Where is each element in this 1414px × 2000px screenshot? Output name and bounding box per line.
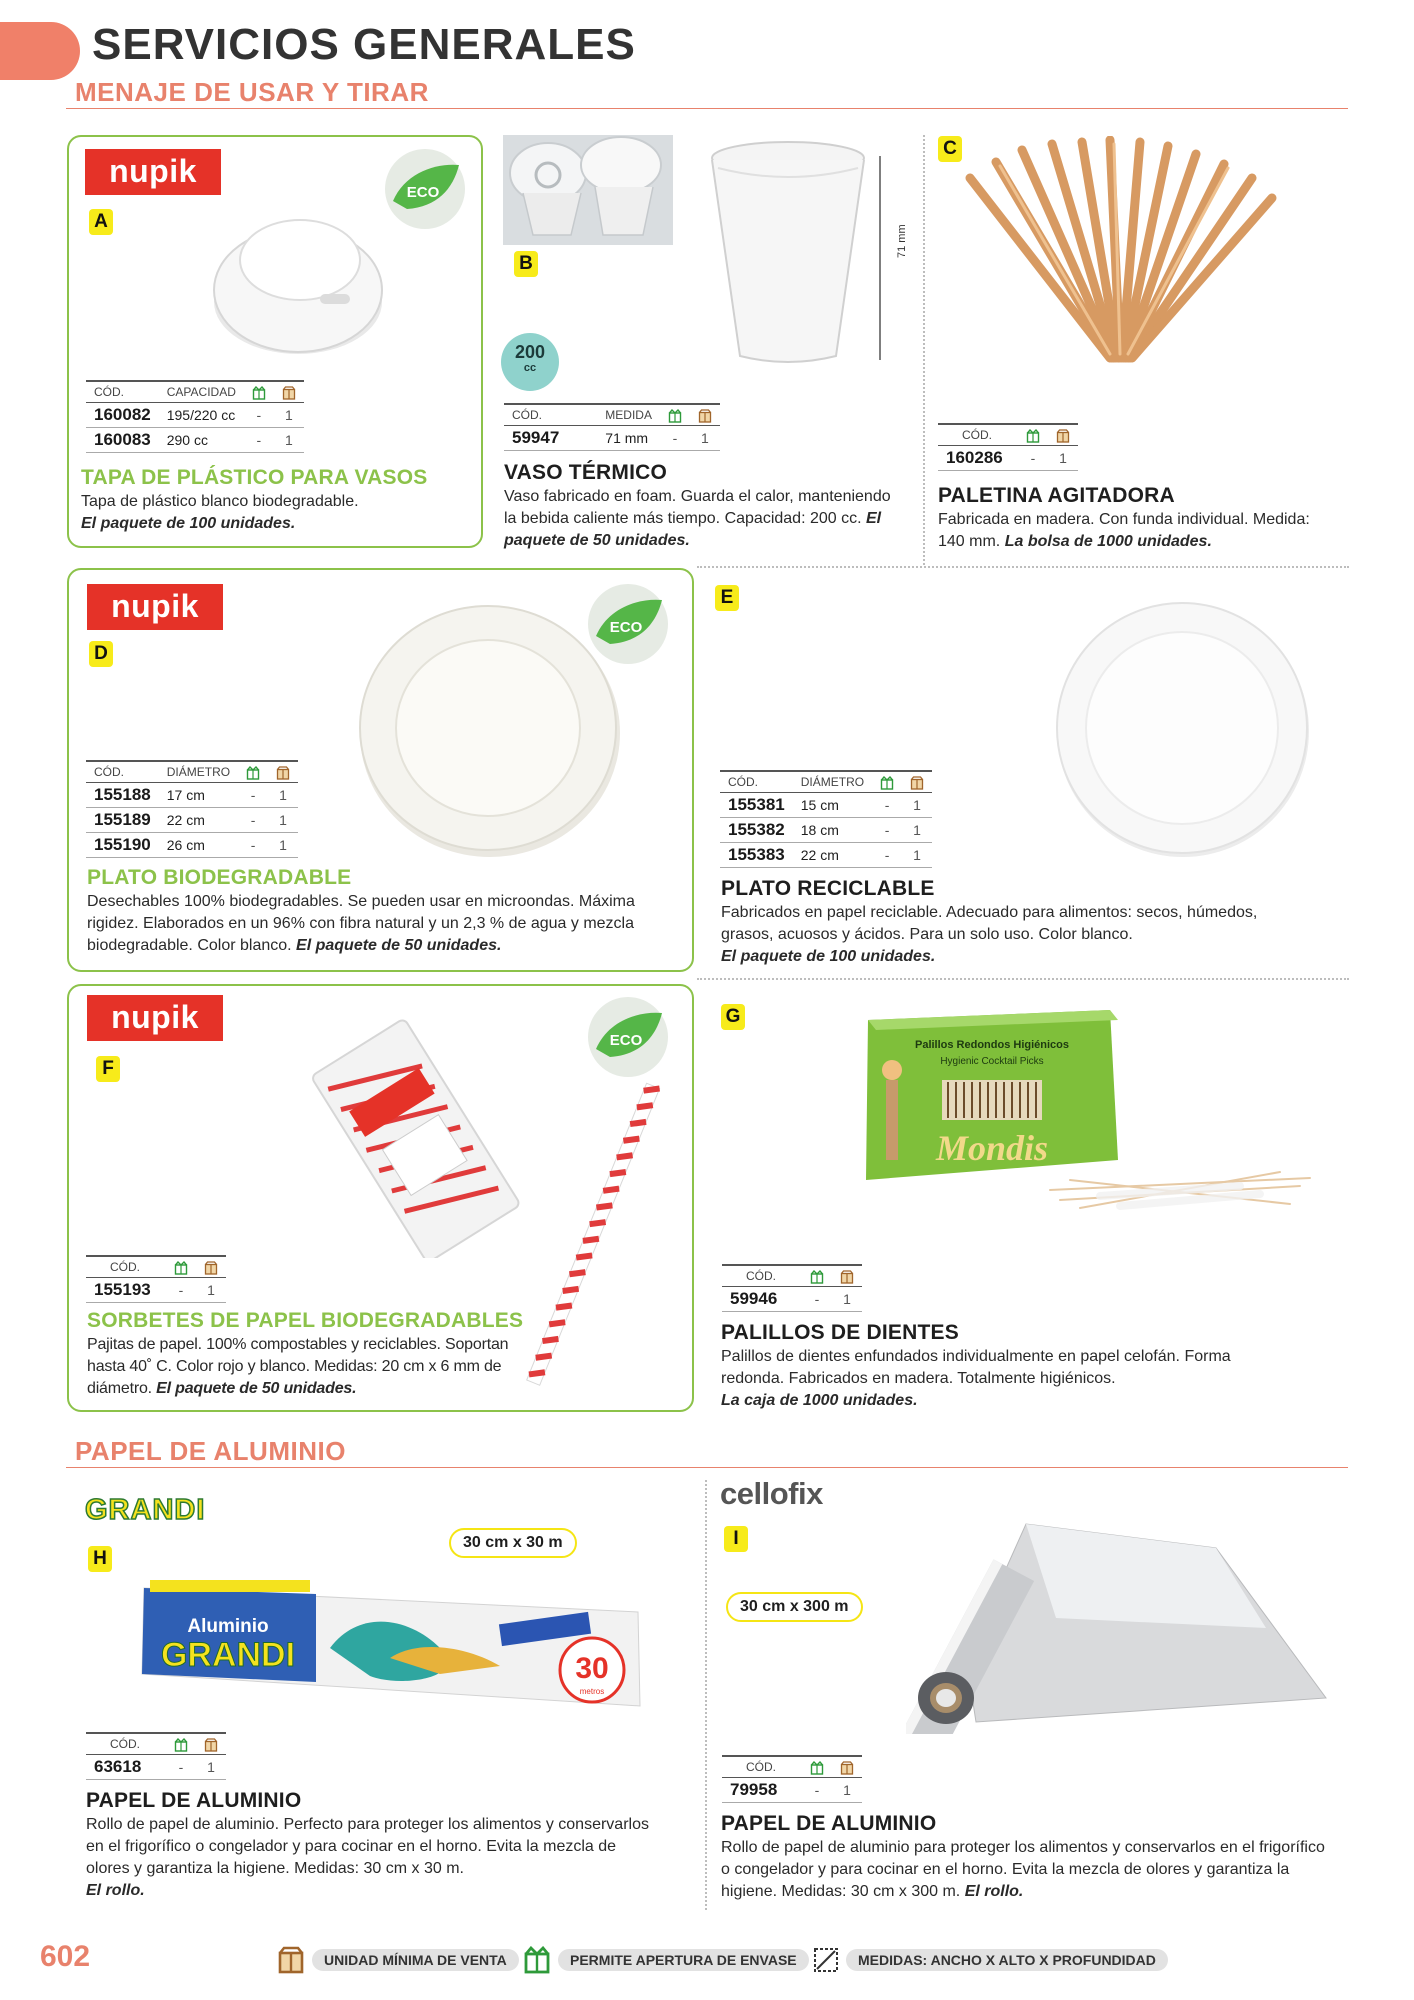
min-unit-value: 1 [196,1754,226,1779]
toothpick-box-image [862,1010,1122,1180]
col-header-capacity: CAPACIDAD [159,381,244,402]
product-title-d: PLATO BIODEGRADABLE [87,866,352,889]
open-pack-value: - [166,1754,196,1779]
product-desc-text: Palillos de dientes enfundados individualmente en papel celofán. Forma redonda. Fabricados en madera. Totalmente higiénicos. [721,1348,1231,1387]
column-divider [923,135,925,565]
min-unit-value: 1 [832,1777,862,1802]
product-title-i: PAPEL DE ALUMINIO [721,1812,937,1835]
foam-cup-lids-photo [503,135,673,245]
eco-label: ECO [406,184,440,201]
product-desc-b [504,486,902,552]
open-pack-value: - [872,817,902,842]
col-header-size: MEDIDA [567,404,660,425]
min-unit-value: 1 [1048,445,1078,470]
open-pack-icon [802,1756,832,1777]
product-letter-f: F [96,1056,120,1082]
open-pack-value: - [238,832,268,857]
page-title: SERVICIOS GENERALES [92,20,636,69]
product-desc-text: Fabricada en madera. Con funda individual. Medida: 140 mm. [938,511,1310,550]
box-icon [274,381,304,402]
product-pack: El paquete de 50 unidades. [296,937,502,954]
box-unit: metros [579,1687,605,1696]
product-desc-text: Tapa de plástico blanco biodegradable. [81,493,359,510]
product-code: 155189 [86,807,159,832]
table-row[interactable] [86,832,298,857]
capacity-badge [501,333,559,391]
size-badge-i: 30 cm x 300 m [726,1592,863,1622]
product-title-b: VASO TÉRMICO [504,461,668,484]
diameter-value: 22 cm [159,807,238,832]
recyclable-plate-image [1052,598,1314,860]
straws-pack-image [300,1018,540,1258]
nupik-logo: nupik [87,584,223,630]
capacity-value: 290 cc [159,427,244,452]
open-pack-icon [522,1946,552,1974]
product-desc-g [721,1346,1281,1412]
product-pack: La caja de 1000 unidades. [721,1392,918,1409]
product-title-a: TAPA DE PLÁSTICO PARA VASOS [81,466,428,489]
open-pack-icon [166,1733,196,1754]
table-row[interactable] [86,1754,226,1779]
col-header-code: CÓD. [938,424,1018,445]
capacity-value: 195/220 cc [159,402,244,427]
box-icon [690,404,720,425]
box-word: Aluminio [187,1616,269,1637]
product-title-c: PALETINA AGITADORA [938,484,1175,507]
product-desc-text: Rollo de papel de aluminio para proteger los alimentos y conservarlos en el frigorífico o congelador y para cocinar en el horno. Evita la mezcla de olores y garantiza la higiene. Medidas: 30 cm x 300 m. [721,1839,1325,1900]
capacity-badge-unit: cc [523,362,537,374]
box-icon [832,1265,862,1286]
legend-min-sale-label: UNIDAD MÍNIMA DE VENTA [312,1949,519,1971]
wooden-stirrers-image [960,136,1280,366]
product-desc-c [938,509,1338,553]
table-row[interactable] [722,1777,862,1802]
product-desc-text: Rollo de papel de aluminio. Perfecto para proteger los alimentos y conservarlos en el frigorífico o congelador y para cocinar en el horno. Evita la mezcla de olores y garantiza la higiene. Medidas: 30 cm x 30 m. [86,1816,649,1877]
product-table-h [86,1732,226,1780]
eco-label: ECO [609,619,643,636]
open-pack-value: - [244,427,274,452]
box-text-line1: Palillos Redondos Higiénicos [914,1039,1070,1051]
product-title-f: SORBETES DE PAPEL BIODEGRADABLES [87,1309,524,1332]
section-title-aluminio: PAPEL DE ALUMINIO [75,1436,346,1466]
product-letter-c: C [938,136,962,162]
min-unit-value: 1 [902,817,932,842]
product-code: 63618 [86,1754,166,1779]
nupik-logo: nupik [87,995,223,1041]
col-header-diameter: DIÁMETRO [793,771,872,792]
col-header-code: CÓD. [86,1256,166,1277]
column-divider [705,1480,707,1910]
table-row[interactable] [86,807,298,832]
product-letter-h: H [88,1546,112,1572]
box-icon [832,1756,862,1777]
product-title-g: PALILLOS DE DIENTES [721,1321,959,1344]
min-unit-value: 1 [274,402,304,427]
col-header-diameter: DIÁMETRO [159,761,238,782]
diameter-value: 26 cm [159,832,238,857]
page-number: 602 [40,1940,91,1973]
product-code: 59946 [722,1286,802,1311]
product-table-i [722,1755,862,1803]
row-divider [697,566,1349,568]
open-pack-icon [238,761,268,782]
open-pack-value: - [872,792,902,817]
product-desc-h [86,1814,656,1902]
eco-leaf-icon [383,147,467,231]
product-letter-a: A [89,209,113,235]
product-desc-text: Vaso fabricado en foam. Guarda el calor, manteniendo la bebida caliente más tiempo. Capacidad: 200 cc. [504,488,891,527]
loose-toothpicks-image [1040,1160,1320,1220]
col-header-code: CÓD. [504,404,567,425]
section-divider [66,1467,1348,1468]
aluminium-roll-image [906,1518,1330,1734]
box-number: 30 [575,1652,609,1685]
table-row[interactable] [86,782,298,807]
size-value: 71 mm [567,425,660,450]
product-desc-e [721,902,1281,968]
box-icon [268,761,298,782]
product-code: 79958 [722,1777,802,1802]
foam-cup-image [698,138,882,374]
min-unit-value: 1 [902,792,932,817]
product-code: 160286 [938,445,1018,470]
product-table-f [86,1255,226,1303]
open-pack-icon [802,1265,832,1286]
product-pack: La bolsa de 1000 unidades. [1004,533,1212,550]
box-brand: Mondis [935,1128,1049,1168]
open-pack-icon [244,381,274,402]
col-header-code: CÓD. [86,1733,166,1754]
capacity-badge-value: 200 [514,342,546,362]
cellofix-logo: cellofix [720,1476,823,1511]
product-pack: El paquete de 100 unidades. [81,515,296,532]
legend-open-pack [522,1946,809,1974]
legend-dimensions [812,1946,1168,1974]
product-code: 160082 [86,402,159,427]
dimensions-icon [812,1946,840,1974]
paper-straw-image [520,1075,670,1395]
diameter-value: 22 cm [793,842,872,867]
table-row[interactable] [720,792,932,817]
min-unit-value: 1 [196,1277,226,1302]
table-row[interactable] [86,1277,226,1302]
open-pack-value: - [1018,445,1048,470]
dimension-label: 71 mm [896,224,908,258]
product-desc-text: Pajitas de papel. 100% compostables y reciclables. Soportan hasta 40˚ C. Color rojo y blanco. Medidas: 20 cm x 6 mm de diámetro. [87,1336,509,1397]
min-unit-value: 1 [690,425,720,450]
product-pack: El rollo. [964,1883,1024,1900]
product-code: 155382 [720,817,793,842]
product-desc-text: Desechables 100% biodegradables. Se pueden usar en microondas. Máxima rigidez. Elaborados en un 96% con fibra natural y un 2,3 % de agua y mezcla biodegradable. Color blanco. [87,893,635,954]
box-icon [196,1733,226,1754]
product-pack: El paquete de 50 unidades. [504,510,882,549]
open-pack-icon [1018,424,1048,445]
product-pack: El paquete de 100 unidades. [721,948,936,965]
table-row[interactable] [86,427,304,452]
product-pack: El paquete de 50 unidades. [156,1380,357,1397]
box-icon [1048,424,1078,445]
box-icon [902,771,932,792]
min-unit-value: 1 [274,427,304,452]
product-table-b [504,403,720,451]
box-icon [276,1946,306,1974]
table-row[interactable] [504,425,720,450]
open-pack-value: - [238,782,268,807]
legend-dimensions-label: MEDIDAS: ANCHO X ALTO X PROFUNDIDAD [846,1949,1168,1971]
col-header-code: CÓD. [722,1265,802,1286]
grandi-foil-box-image [140,1578,645,1708]
box-text-line2: Hygienic Cocktail Picks [940,1056,1044,1067]
plastic-lid-image [208,190,388,360]
table-row[interactable] [938,445,1078,470]
product-desc-a [81,491,471,535]
box-brand: GRANDI [160,1636,296,1674]
product-letter-g: G [721,1004,745,1030]
min-unit-value: 1 [268,782,298,807]
min-unit-value: 1 [832,1286,862,1311]
table-row[interactable] [722,1286,862,1311]
diameter-value: 18 cm [793,817,872,842]
open-pack-value: - [238,807,268,832]
min-unit-value: 1 [268,807,298,832]
product-title-h: PAPEL DE ALUMINIO [86,1789,302,1812]
product-table-a [86,380,304,453]
product-letter-b: B [514,251,538,277]
open-pack-value: - [244,402,274,427]
product-table-c [938,423,1078,471]
open-pack-value: - [802,1777,832,1802]
eco-label: ECO [609,1032,643,1049]
open-pack-value: - [802,1286,832,1311]
col-header-code: CÓD. [86,761,159,782]
product-title-e: PLATO RECICLABLE [721,877,935,900]
product-code: 155188 [86,782,159,807]
product-table-e [720,770,932,868]
product-code: 59947 [504,425,567,450]
diameter-value: 17 cm [159,782,238,807]
row-divider [697,978,1349,980]
open-pack-icon [166,1256,196,1277]
diameter-value: 15 cm [793,792,872,817]
product-code: 155383 [720,842,793,867]
col-header-code: CÓD. [722,1756,802,1777]
product-letter-e: E [715,585,739,611]
product-desc-i [721,1837,1331,1903]
box-icon [196,1256,226,1277]
biodegradable-plate-image [355,600,625,860]
min-unit-value: 1 [268,832,298,857]
product-code: 155193 [86,1277,166,1302]
open-pack-value: - [660,425,690,450]
product-table-d [86,760,298,858]
open-pack-value: - [872,842,902,867]
nupik-logo: nupik [85,149,221,195]
open-pack-icon [872,771,902,792]
table-row[interactable] [720,817,932,842]
section-title-menaje: MENAJE DE USAR Y TIRAR [75,77,429,107]
col-header-code: CÓD. [86,381,159,402]
open-pack-icon [660,404,690,425]
legend-min-sale [276,1946,519,1974]
product-desc-d [87,891,677,957]
section-divider [66,108,1348,109]
table-row[interactable] [720,842,932,867]
header-accent-tab [0,22,80,80]
eco-leaf-icon [586,995,670,1079]
product-desc-text: Fabricados en papel reciclable. Adecuado para alimentos: secos, húmedos, grasos, acuosos y ácidos. Para un solo uso. Color blanco. [721,904,1258,943]
grandi-logo: GRANDI [85,1494,206,1526]
product-code: 155381 [720,792,793,817]
size-badge-h: 30 cm x 30 m [449,1528,577,1558]
product-table-g [722,1264,862,1312]
legend-open-pack-label: PERMITE APERTURA DE ENVASE [558,1949,809,1971]
min-unit-value: 1 [902,842,932,867]
product-letter-i: I [724,1526,748,1552]
col-header-code: CÓD. [720,771,793,792]
product-code: 160083 [86,427,159,452]
product-code: 155190 [86,832,159,857]
product-letter-d: D [89,641,113,667]
open-pack-value: - [166,1277,196,1302]
table-row[interactable] [86,402,304,427]
product-pack: El rollo. [86,1882,145,1899]
product-desc-f [87,1334,527,1400]
